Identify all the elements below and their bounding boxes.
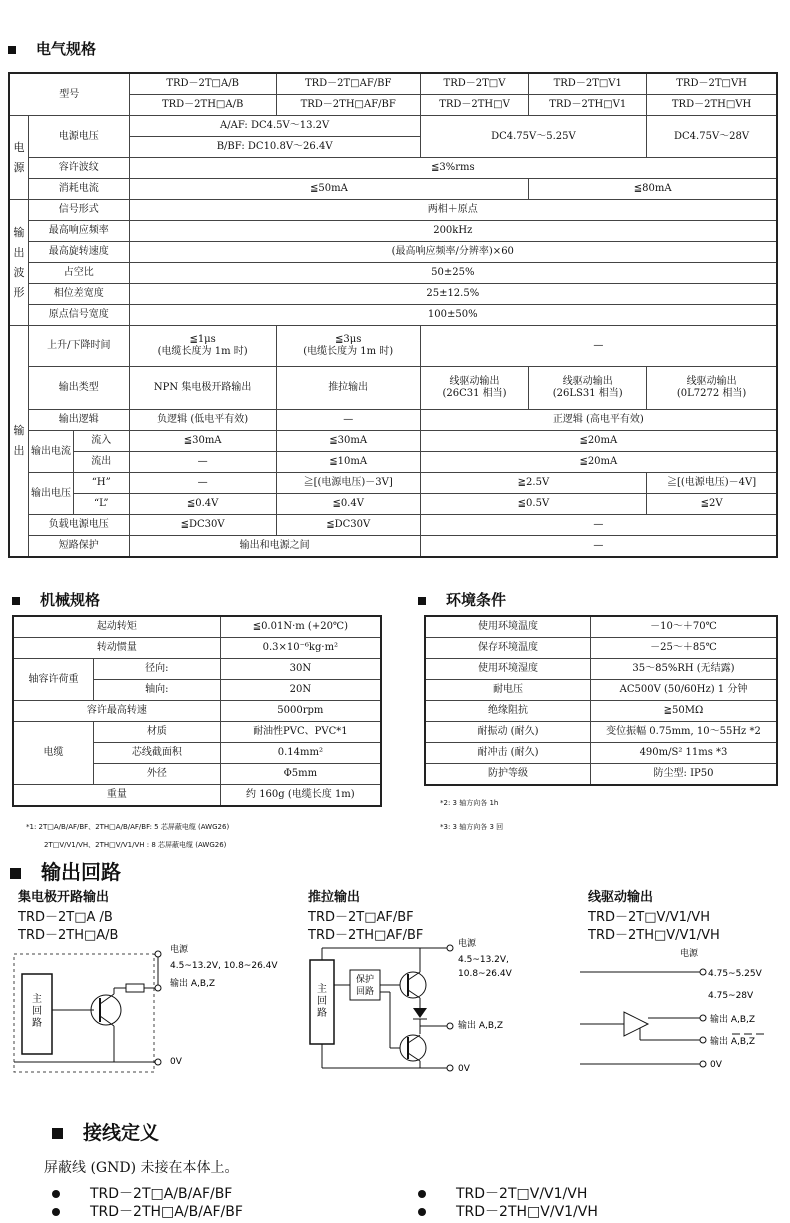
cell: DC4.75V～5.25V (420, 116, 646, 158)
pp-model-2: TRD－2TH□AF/BF (308, 928, 424, 943)
row-label: 轴容许荷重 (13, 659, 94, 701)
row-label: 负载电源电压 (29, 515, 130, 536)
cell: 50±25% (129, 263, 777, 284)
cell: — (420, 515, 777, 536)
cell: －25～＋85℃ (591, 638, 778, 659)
row-label: 消耗电流 (29, 179, 130, 200)
cell: 35～85%RH (无结露) (591, 659, 778, 680)
row-label: 输出类型 (29, 367, 130, 410)
row-label: 起动转矩 (13, 616, 220, 638)
model-cell: TRD－2TH□VH (647, 95, 777, 116)
ld-model-2: TRD－2TH□V/V1/VH (588, 928, 720, 943)
bullet-icon (52, 1208, 60, 1216)
open-collector-diagram (10, 940, 300, 1080)
row-label: 径向: (94, 659, 221, 680)
row-label: 绝缘阻抗 (425, 701, 591, 722)
terminal-icon (155, 951, 161, 957)
cell: 正逻辑 (高电平有效) (420, 410, 777, 431)
row-label: 重量 (13, 785, 220, 807)
terminal-icon (700, 1061, 706, 1067)
terminal-icon (700, 1015, 706, 1021)
pp-model-1: TRD－2T□AF/BF (308, 910, 414, 925)
row-label: 使用环境温度 (425, 616, 591, 638)
section-output-circuit: 输出回路 (10, 856, 121, 885)
row-label: 原点信号宽度 (29, 305, 130, 326)
mech-note-2: 2T□V/V1/VH、2TH□V/V1/VH : 8 芯屏蔽电缆 (AWG26) (44, 841, 227, 849)
power-voltage: 4.5~13.2V, 10.8~26.4V (170, 961, 278, 971)
ld-voltage-2: 4.75~28V (708, 991, 754, 1001)
output-group-label: 输出 (9, 326, 29, 558)
row-label: 芯线截面积 (94, 743, 221, 764)
section-environment: 环境条件 (418, 589, 506, 610)
square-bullet-icon (12, 597, 20, 605)
cell: ≧[(电源电压)－4V] ≦2V (647, 473, 777, 515)
cell: ≦0.01N·m (+20℃) (220, 616, 381, 638)
shield-note: 屏蔽线 (GND) 未接在本体上。 (44, 1160, 239, 1176)
transistor-emitter (408, 990, 420, 998)
cell: ≦30mA — (129, 431, 276, 473)
row-label: 轴向: (94, 680, 221, 701)
ld-voltage-1: 4.75~5.25V (708, 969, 762, 979)
cell: B/BF: DC10.8V～26.4V (129, 137, 420, 158)
square-bullet-icon (10, 868, 21, 879)
cell: 线驱动输出 (0L7272 相当) (647, 367, 777, 410)
zero-v-label: 0V (458, 1064, 470, 1074)
row-label: 信号形式 (29, 200, 130, 221)
bullet-icon (418, 1208, 426, 1216)
current-sub (29, 431, 130, 473)
cell: (最高响应频率/分辨率)×60 (129, 242, 777, 263)
diode-icon (413, 1008, 427, 1018)
row-label: 使用环境湿度 (425, 659, 591, 680)
square-bullet-icon (8, 46, 16, 54)
row-label: 耐电压 (425, 680, 591, 701)
terminal-icon (700, 969, 706, 975)
row-label: 防护等级 (425, 764, 591, 786)
driver-icon (624, 1012, 648, 1036)
wiring-left-1: TRD－2T□A/B/AF/BF (52, 1183, 232, 1203)
env-note-2: *2: 3 轴方向各 1h (440, 799, 499, 807)
section-electrical: 电气规格 (8, 38, 96, 59)
cell: ≧50MΩ (591, 701, 778, 722)
cell: 约 160g (电缆长度 1m) (220, 785, 381, 807)
cell: 5000rpm (220, 701, 381, 722)
cell: 0.14mm² (220, 743, 381, 764)
cell: 耐油性PVC、PVC*1 (220, 722, 381, 743)
cell: ≦DC30V (129, 515, 276, 536)
oc-title: 集电极开路输出 (18, 890, 110, 905)
row-label: 容许波纹 (29, 158, 130, 179)
model-cell: TRD－2T□VH (647, 73, 777, 95)
terminal-icon (155, 985, 161, 991)
model-cell: TRD－2TH□V (420, 95, 529, 116)
cell: — ≦0.4V (129, 473, 276, 515)
power-label: 电源 (458, 939, 477, 949)
cell: — (276, 410, 420, 431)
cell: 输出和电源之间 (129, 536, 420, 558)
ld-title: 线驱动输出 (588, 890, 654, 905)
power-voltage-2: 10.8~26.4V (458, 969, 512, 979)
main-circuit-label: 主回路 (32, 994, 42, 1029)
protect-label: 保护回路 (355, 975, 375, 997)
cell: 线驱动输出 (26C31 相当) (420, 367, 529, 410)
row-label: 电缆 (13, 722, 94, 785)
cell: ≦3μs (电缆长度为 1m 时) (276, 326, 420, 367)
cell: 两相＋原点 (129, 200, 777, 221)
transistor-collector (408, 972, 420, 980)
output-label: 输出 A,B,Z (710, 1015, 756, 1025)
cell: 0.3×10⁻⁶kg·m² (220, 638, 381, 659)
pp-title: 推拉输出 (308, 890, 361, 905)
power-group-label: 电源 (9, 116, 29, 200)
output-label: 输出 A,B,Z (170, 979, 216, 989)
cell: ≦3%rms (129, 158, 777, 179)
cell: NPN 集电极开路输出 (129, 367, 276, 410)
transistor-icon (400, 972, 426, 998)
zero-v-label: 0V (170, 1057, 182, 1067)
bullet-icon (52, 1190, 60, 1198)
row-label: 转动惯量 (13, 638, 220, 659)
zero-v-label: 0V (710, 1060, 722, 1070)
mechanical-spec-table (12, 615, 382, 807)
row-label: 容许最高转速 (13, 701, 220, 722)
cell: 防尘型: IP50 (591, 764, 778, 786)
model-label: 型号 (9, 73, 129, 116)
electrical-spec-table (8, 72, 778, 558)
terminal-icon (700, 1037, 706, 1043)
cell: 推拉输出 (276, 367, 420, 410)
transistor-icon (400, 1035, 426, 1061)
power-label: 电源 (170, 945, 189, 955)
line-driver-diagram (580, 940, 790, 1080)
model-cell: TRD－2TH□AF/BF (276, 95, 420, 116)
cell: 25±12.5% (129, 284, 777, 305)
row-label: 保存环境温度 (425, 638, 591, 659)
model-cell: TRD－2TH□V1 (529, 95, 647, 116)
cell: — (420, 326, 777, 367)
transistor-collector (408, 1035, 420, 1043)
main-circuit-label: 主回路 (317, 984, 327, 1019)
cell: 100±50% (129, 305, 777, 326)
terminal-icon (447, 1023, 453, 1029)
row-label: 耐振动 (耐久) (425, 722, 591, 743)
cell: ≦DC30V (276, 515, 420, 536)
row-label: “H” (74, 473, 129, 494)
cell: 变位振幅 0.75mm, 10～55Hz *2 (591, 722, 778, 743)
model-cell: TRD－2T□V1 (529, 73, 647, 95)
terminal-icon (447, 1065, 453, 1071)
row-label: 占空比 (29, 263, 130, 284)
mech-note-1: *1: 2T□A/B/AF/BF、2TH□A/B/AF/BF: 5 芯屏蔽电缆 (AWG26) (26, 823, 230, 831)
square-bullet-icon (52, 1128, 63, 1139)
row-label: 耐冲击 (耐久) (425, 743, 591, 764)
row-label: 上升/下降时间 (29, 326, 130, 367)
terminal-icon (155, 1059, 161, 1065)
row-label: 材质 (94, 722, 221, 743)
cell: ≦1μs (电缆长度为 1m 时) (129, 326, 276, 367)
output-label: 输出 A,B,Z (458, 1021, 504, 1031)
wiring-right-2: TRD－2TH□V/V1/VH (418, 1201, 598, 1221)
model-cell: TRD－2T□AF/BF (276, 73, 420, 95)
cell: A/AF: DC4.5V～13.2V (129, 116, 420, 137)
cell: ≧2.5V ≦0.5V (420, 473, 646, 515)
wiring-right-1: TRD－2T□V/V1/VH (418, 1183, 587, 1203)
wiring-left-2: TRD－2TH□A/B/AF/BF (52, 1201, 243, 1221)
row-label: 最高响应频率 (29, 221, 130, 242)
waveform-group-label: 输出波形 (9, 200, 29, 326)
row-label: 短路保护 (29, 536, 130, 558)
oc-model-1: TRD－2T□A /B (18, 910, 113, 925)
model-cell: TRD－2T□V (420, 73, 529, 95)
oc-model-2: TRD－2TH□A/B (18, 928, 119, 943)
model-cell: TRD－2TH□A/B (129, 95, 276, 116)
cell: 线驱动输出 (26LS31 相当) (529, 367, 647, 410)
square-bullet-icon (418, 597, 426, 605)
row-label: 电源电压 (29, 116, 130, 158)
row-label: “L” (94, 498, 109, 509)
model-cell: TRD－2T□A/B (129, 73, 276, 95)
cell: ≦50mA (129, 179, 529, 200)
cell: 490m/S² 11ms *3 (591, 743, 778, 764)
environment-table (424, 615, 778, 786)
section-wiring: 接线定义 (52, 1118, 159, 1145)
cell: — (420, 536, 777, 558)
cell: ≦20mA ≦20mA (420, 431, 777, 473)
cell: －10～＋70℃ (591, 616, 778, 638)
cell: AC500V (50/60Hz) 1 分钟 (591, 680, 778, 701)
section-mechanical: 机械规格 (12, 589, 100, 610)
resistor-icon (126, 984, 144, 992)
row-label: 流入 (74, 431, 129, 452)
output-neg-label: 输出 A,B,Z (710, 1037, 756, 1047)
power-label: 电源 (680, 949, 699, 959)
ld-model-1: TRD－2T□V/V1/VH (588, 910, 710, 925)
cell: Φ5mm (220, 764, 381, 785)
terminal-icon (447, 945, 453, 951)
env-note-3: *3: 3 轴方向各 3 回 (440, 823, 504, 831)
transistor-emitter (408, 1053, 420, 1061)
row-label: 外径 (94, 764, 221, 785)
cell: ≧[(电源电压)－3V] ≦0.4V (276, 473, 420, 515)
cell: DC4.75V～28V (647, 116, 777, 158)
voltage-sub (29, 473, 130, 515)
cell: 30N (220, 659, 381, 680)
row-label: 输出电流 (29, 431, 74, 472)
row-label: 最高旋转速度 (29, 242, 130, 263)
row-label: 相位差宽度 (29, 284, 130, 305)
row-label: 输出逻辑 (29, 410, 130, 431)
cell: ≦80mA (529, 179, 777, 200)
cell: 200kHz (129, 221, 777, 242)
push-pull-diagram (300, 930, 590, 1080)
row-label: 输出电压 (29, 473, 74, 514)
bullet-icon (418, 1190, 426, 1198)
cell: 20N (220, 680, 381, 701)
power-voltage-1: 4.5~13.2V, (458, 955, 509, 965)
row-label: 流出 (91, 456, 112, 467)
cell: 负逻辑 (低电平有效) (129, 410, 276, 431)
cell: ≦30mA ≦10mA (276, 431, 420, 473)
